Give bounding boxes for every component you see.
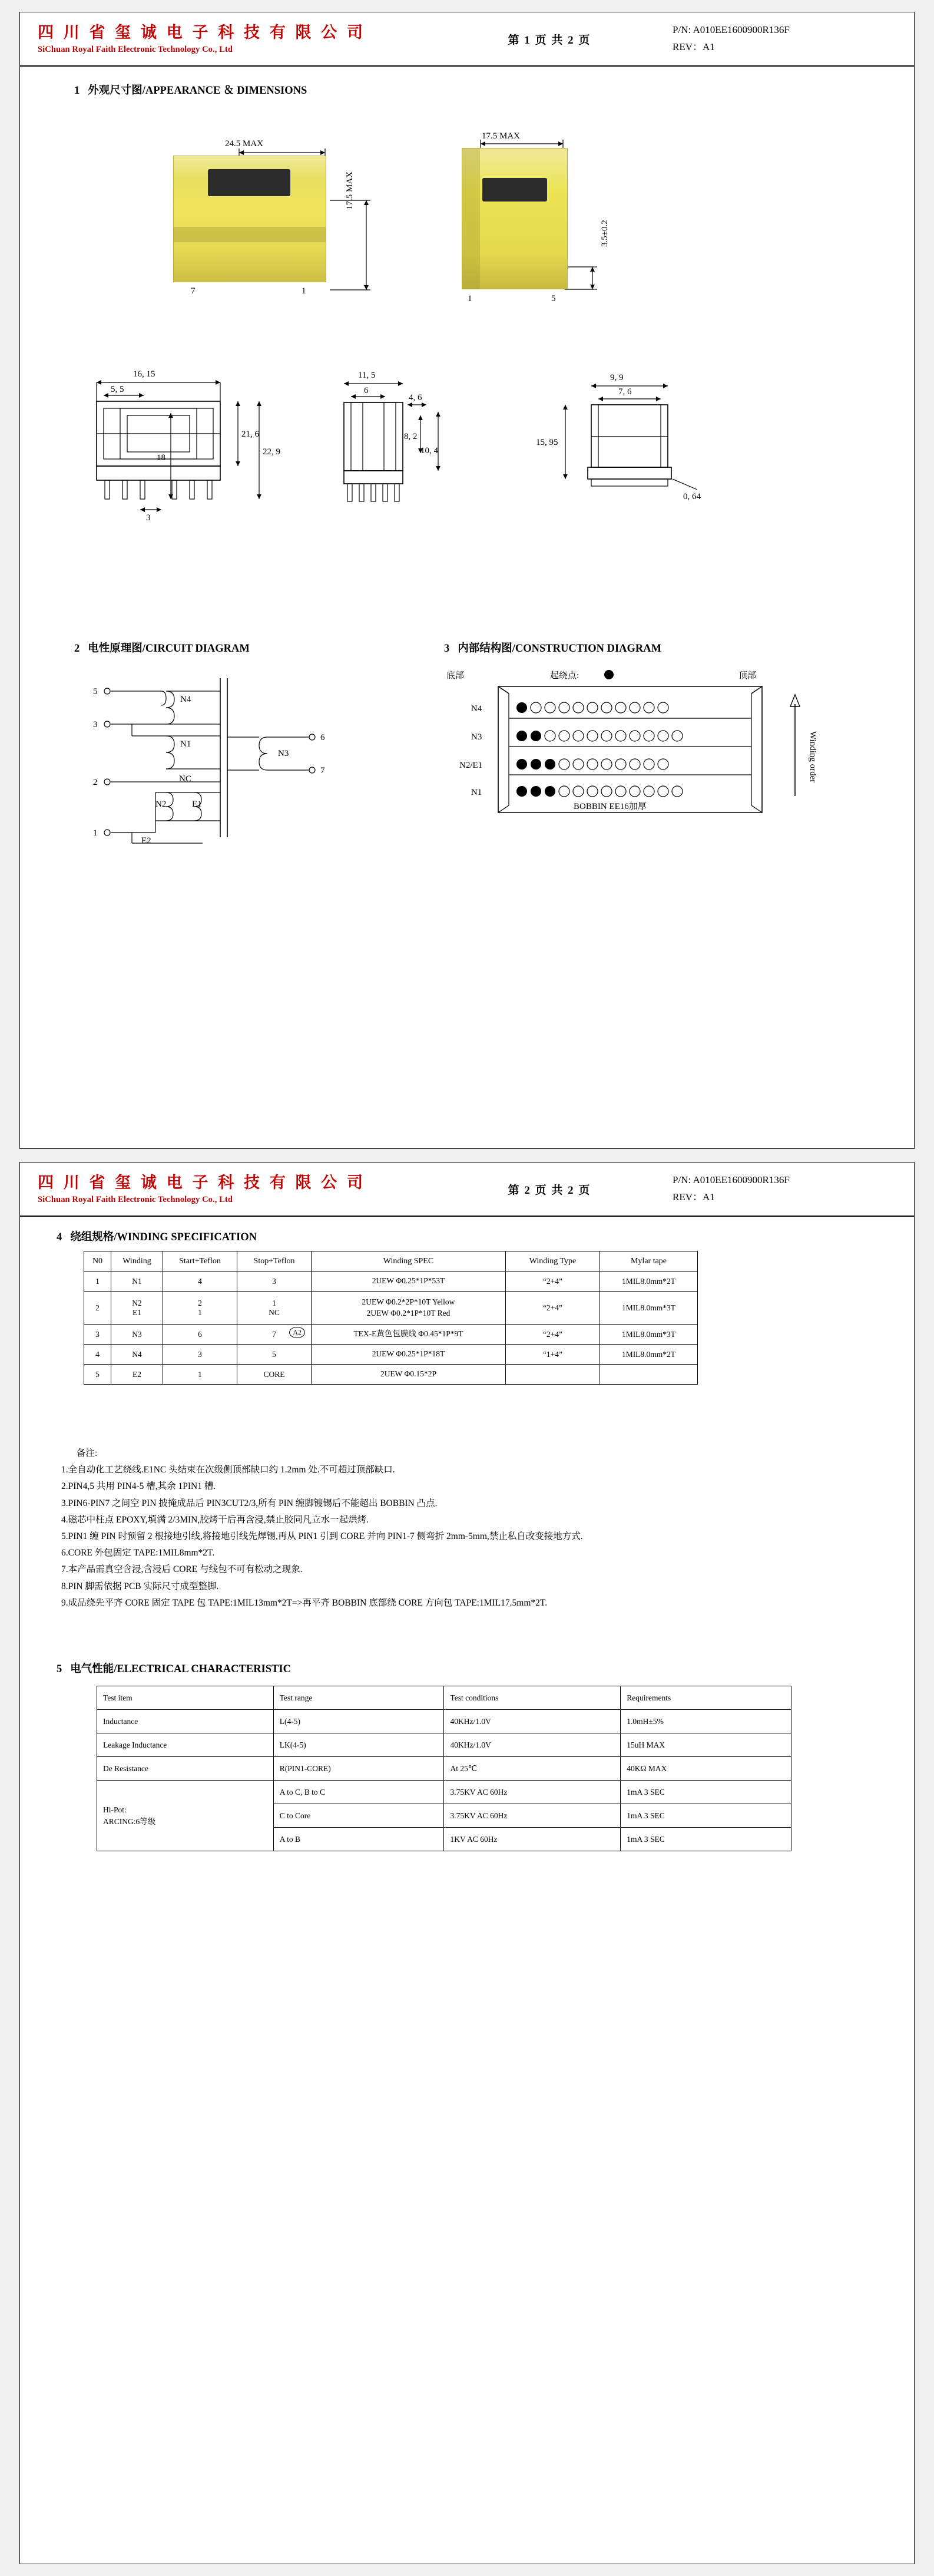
photo-front-image bbox=[173, 156, 326, 282]
page-number-1: 第 1 页 共 2 页 bbox=[508, 34, 591, 47]
cell-start-4: 3 bbox=[163, 1345, 237, 1365]
cell-mylar-3: 1MIL8.0mm*3T bbox=[600, 1325, 698, 1345]
electrical-characteristic-table bbox=[97, 1686, 791, 1851]
section-3-label: 内部结构图/CONSTRUCTION DIAGRAM bbox=[458, 643, 662, 655]
cell-no-5: 5 bbox=[84, 1365, 111, 1385]
dim-22-9: 22, 9 bbox=[263, 447, 280, 457]
notes-block bbox=[61, 1445, 886, 1611]
col-mylar: Mylar tape bbox=[600, 1251, 698, 1272]
elec-cond-3: At 25℃ bbox=[444, 1757, 621, 1781]
dim-side-a: 17.5 MAX bbox=[345, 171, 355, 210]
drawings-svg bbox=[55, 366, 892, 602]
cell-spec-2 bbox=[312, 1292, 506, 1325]
cell-stop-4: 5 bbox=[237, 1345, 312, 1365]
elec-req-1: 1.0mH±5% bbox=[621, 1710, 791, 1733]
pin-label-1b: 1 bbox=[468, 294, 472, 303]
photo-side-image bbox=[462, 148, 568, 289]
elec-range-1: L(4-5) bbox=[273, 1710, 444, 1733]
part-info-1 bbox=[657, 12, 905, 65]
circuit-pin-7: 7 bbox=[320, 766, 325, 775]
note-item: 3.PIN6-PIN7 之间空 PIN 披掩成品后 PIN3CUT2/3,所有 PIN 缠脚镀锡后不能超出 BOBBIN 凸点. bbox=[61, 1498, 438, 1508]
part-number-2: P/N: A010EE1600900R136F bbox=[673, 1174, 790, 1186]
elec-cond-2: 40KHz/1.0V bbox=[444, 1733, 621, 1757]
table-row bbox=[97, 1757, 791, 1781]
circuit-pin-3: 3 bbox=[93, 720, 98, 729]
dim-3: 3 bbox=[146, 513, 151, 523]
dim-15-95: 15, 95 bbox=[536, 438, 558, 447]
note-item: 6.CORE 外包固定 TAPE:1MIL8mm*2T. bbox=[61, 1548, 215, 1558]
elec-item-1: Inductance bbox=[97, 1710, 274, 1733]
circuit-nc: NC bbox=[179, 774, 191, 784]
elec-req-3: 40KΩ MAX bbox=[621, 1757, 791, 1781]
revision-badge-a2: A2 bbox=[289, 1327, 305, 1338]
section-1-number: 1 bbox=[74, 85, 80, 97]
dim-top-a: 24.5 MAX bbox=[225, 139, 264, 148]
construction-bottom-label: 底部 bbox=[446, 671, 465, 681]
pin-label-5: 5 bbox=[551, 294, 556, 303]
winding-specification-table bbox=[84, 1251, 698, 1385]
circuit-pin-5: 5 bbox=[93, 687, 98, 696]
note-item: 8.PIN 脚需依据 PCB 实际尺寸成型整脚. bbox=[61, 1581, 219, 1591]
circuit-e2: E2 bbox=[141, 836, 151, 846]
section-5-title bbox=[57, 1660, 291, 1676]
cell-spec-5: 2UEW Φ0.15*2P bbox=[312, 1365, 506, 1385]
circuit-diagram bbox=[73, 666, 426, 861]
dim-7-6: 7, 6 bbox=[618, 387, 632, 397]
dim-21-6: 21, 6 bbox=[241, 430, 259, 439]
page-number-2: 第 2 页 共 2 页 bbox=[508, 1184, 591, 1197]
cell-start-3: 6 bbox=[163, 1325, 237, 1345]
construction-bobbin-label: BOBBIN EE16加厚 bbox=[574, 802, 647, 811]
dim-top-b: 17.5 MAX bbox=[482, 131, 521, 141]
col-type: Winding Type bbox=[506, 1251, 600, 1272]
cell-stop-3-value: 7 bbox=[272, 1329, 276, 1339]
cell-start-2 bbox=[163, 1292, 237, 1325]
cell-stop-3 bbox=[237, 1325, 312, 1345]
elec-range-2: LK(4-5) bbox=[273, 1733, 444, 1757]
section-4-number: 4 bbox=[57, 1231, 62, 1243]
pin-label-7: 7 bbox=[191, 286, 196, 296]
table-row bbox=[84, 1365, 698, 1385]
cell-no-2: 2 bbox=[84, 1292, 111, 1325]
page-header-1 bbox=[20, 12, 914, 67]
section-1-label: 外观尺寸图/APPEARANCE ＆ DIMENSIONS bbox=[88, 85, 307, 97]
cell-stop-2 bbox=[237, 1292, 312, 1325]
col-spec: Winding SPEC bbox=[312, 1251, 506, 1272]
table-row bbox=[97, 1733, 791, 1757]
sheet-page-2 bbox=[19, 1162, 915, 2564]
elec-item-2: Leakage Inductance bbox=[97, 1733, 274, 1757]
dim-9-9: 9, 9 bbox=[610, 373, 624, 382]
circuit-svg bbox=[73, 666, 426, 861]
photo-side-view bbox=[462, 131, 610, 303]
elec-range-4: A to C, B to C bbox=[273, 1781, 444, 1804]
dim-11-5: 11, 5 bbox=[358, 371, 376, 380]
circuit-e1: E1 bbox=[192, 800, 202, 809]
note-item: 7.本产品需真空含浸,含浸后 CORE 与线包不可有松动之现象. bbox=[61, 1564, 303, 1575]
table-row bbox=[84, 1292, 698, 1325]
elec-cond-4: 3.75KV AC 60Hz bbox=[444, 1781, 621, 1804]
table-row bbox=[84, 1325, 698, 1345]
construction-svg bbox=[432, 666, 856, 867]
cell-spec-3: TEX-E黄色包膜线 Φ0.45*1P*9T bbox=[312, 1325, 506, 1345]
cell-stop-2-l1: 1 bbox=[272, 1298, 276, 1307]
cell-spec-2-l1: 2UEW Φ0.2*2P*10T Yellow bbox=[362, 1297, 455, 1307]
elec-cond-5: 3.75KV AC 60Hz bbox=[444, 1804, 621, 1828]
table-row bbox=[84, 1345, 698, 1365]
cell-start-2-l2: 1 bbox=[198, 1307, 202, 1317]
cell-start-1: 4 bbox=[163, 1272, 237, 1292]
cell-winding-5: E2 bbox=[111, 1365, 163, 1385]
section-2-label: 电性原理图/CIRCUIT DIAGRAM bbox=[88, 643, 250, 655]
col-test-item: Test item bbox=[97, 1686, 274, 1710]
appearance-photos bbox=[108, 111, 786, 347]
photo-front-view bbox=[173, 139, 355, 296]
dim-8-2: 8, 2 bbox=[404, 432, 418, 441]
col-requirements: Requirements bbox=[621, 1686, 791, 1710]
elec-req-2: 15uH MAX bbox=[621, 1733, 791, 1757]
circuit-n2: N2 bbox=[155, 800, 167, 809]
dim-5-5: 5, 5 bbox=[111, 385, 124, 394]
elec-range-5: C to Core bbox=[273, 1804, 444, 1828]
cell-stop-1: 3 bbox=[237, 1272, 312, 1292]
document-page bbox=[0, 12, 934, 2564]
company-block-2 bbox=[29, 1162, 442, 1216]
part-number-1: P/N: A010EE1600900R136F bbox=[673, 24, 790, 36]
cell-no-1: 1 bbox=[84, 1272, 111, 1292]
construction-row-n1: N1 bbox=[471, 788, 482, 797]
section-2-number: 2 bbox=[74, 643, 80, 655]
sheet-page-1 bbox=[19, 12, 915, 1149]
page-header-2 bbox=[20, 1162, 914, 1217]
construction-winding-order: Winding order bbox=[808, 731, 817, 783]
company-name-cn: 四 川 省 玺 诚 电 子 科 技 有 限 公 司 bbox=[38, 24, 366, 42]
construction-start-label: 起绕点: bbox=[550, 671, 579, 681]
cell-winding-1: N1 bbox=[111, 1272, 163, 1292]
cell-spec-4: 2UEW Φ0.25*1P*18T bbox=[312, 1345, 506, 1365]
elec-range-3: R(PIN1-CORE) bbox=[273, 1757, 444, 1781]
elec-item-hipot-l1: Hi-Pot: bbox=[103, 1805, 127, 1814]
cell-mylar-5 bbox=[600, 1365, 698, 1385]
circuit-n3: N3 bbox=[278, 749, 289, 758]
elec-cond-1: 40KHz/1.0V bbox=[444, 1710, 621, 1733]
col-winding: Winding bbox=[111, 1251, 163, 1272]
elec-item-3: De Resistance bbox=[97, 1757, 274, 1781]
table-row bbox=[97, 1781, 791, 1804]
dim-side-b: 3.5±0.2 bbox=[600, 220, 610, 247]
col-start: Start+Teflon bbox=[163, 1251, 237, 1272]
cell-start-5: 1 bbox=[163, 1365, 237, 1385]
cell-winding-2 bbox=[111, 1292, 163, 1325]
col-no: N0 bbox=[84, 1251, 111, 1272]
dim-10-4: 10, 4 bbox=[420, 446, 438, 455]
section-3-title bbox=[444, 640, 661, 655]
cell-winding-3: N3 bbox=[111, 1325, 163, 1345]
cell-type-5 bbox=[506, 1365, 600, 1385]
section-1-title bbox=[74, 82, 307, 97]
elec-item-hipot bbox=[97, 1781, 274, 1851]
construction-diagram bbox=[432, 666, 856, 867]
circuit-pin-2: 2 bbox=[93, 778, 98, 787]
circuit-n1: N1 bbox=[180, 739, 191, 749]
cell-stop-2-l2: NC bbox=[269, 1307, 280, 1317]
note-item: 2.PIN4,5 共用 PIN4-5 槽,其余 1PIN1 槽. bbox=[61, 1481, 216, 1492]
cell-winding-2-l1: N2 bbox=[132, 1298, 142, 1307]
circuit-n4: N4 bbox=[180, 695, 191, 704]
note-item: 5.PIN1 缠 PIN 时预留 2 根接地引线,将接地引线先焊锡,再从 PIN1 引到 CORE 并向 PIN1-7 侧弯折 2mm-5mm,禁止私自改变接地方式. bbox=[61, 1531, 583, 1542]
col-test-range: Test range bbox=[273, 1686, 444, 1710]
dim-0-64: 0, 64 bbox=[683, 492, 701, 501]
notes-title: 备注: bbox=[77, 1448, 98, 1458]
cell-type-1: “2+4” bbox=[506, 1272, 600, 1292]
elec-req-4: 1mA 3 SEC bbox=[621, 1781, 791, 1804]
circuit-pin-6: 6 bbox=[320, 733, 325, 742]
dim-16-15: 16, 15 bbox=[133, 369, 155, 379]
construction-row-n3: N3 bbox=[471, 732, 482, 742]
cell-mylar-2: 1MIL8.0mm*3T bbox=[600, 1292, 698, 1325]
winding-table-header-row bbox=[84, 1251, 698, 1272]
cell-spec-2-l2: 2UEW Φ0.2*1P*10T Red bbox=[366, 1308, 451, 1317]
section-5-number: 5 bbox=[57, 1663, 62, 1675]
note-item: 1.全自动化工艺绕线.E1NC 头结束在次级侧顶部缺口约 1.2mm 处.不可超过顶部缺口. bbox=[61, 1465, 395, 1475]
note-item: 9.成品绕先平齐 CORE 固定 TAPE 包 TAPE:1MIL13mm*2T=>再平齐 BOBBIN 底部绕 CORE 方向包 TAPE:1MIL17.5mm*2T. bbox=[61, 1597, 548, 1608]
cell-type-4: “1+4” bbox=[506, 1345, 600, 1365]
part-info-2 bbox=[657, 1162, 905, 1216]
construction-top-label: 顶部 bbox=[738, 671, 757, 681]
section-4-title bbox=[57, 1228, 257, 1244]
cell-spec-1: 2UEW Φ0.25*1P*53T bbox=[312, 1272, 506, 1292]
cell-stop-5: CORE bbox=[237, 1365, 312, 1385]
company-name-en-2: SiChuan Royal Faith Electronic Technology Co., Ltd bbox=[38, 1194, 233, 1204]
dim-6: 6 bbox=[364, 386, 369, 395]
company-name-cn-2: 四 川 省 玺 诚 电 子 科 技 有 限 公 司 bbox=[38, 1174, 366, 1192]
cell-mylar-1: 1MIL8.0mm*2T bbox=[600, 1272, 698, 1292]
pin-label-1a: 1 bbox=[302, 286, 306, 296]
note-item: 4.磁芯中柱点 EPOXY,填满 2/3MIN,胶烤干后再含浸,禁止胶同凡立水一起烘烤. bbox=[61, 1514, 369, 1525]
dim-18: 18 bbox=[157, 453, 165, 463]
technical-drawings bbox=[55, 366, 892, 602]
cell-type-3: “2+4” bbox=[506, 1325, 600, 1345]
section-4-label: 绕组规格/WINDING SPECIFICATION bbox=[70, 1231, 257, 1243]
construction-row-n4: N4 bbox=[471, 704, 482, 714]
cell-no-3: 3 bbox=[84, 1325, 111, 1345]
elec-req-6: 1mA 3 SEC bbox=[621, 1828, 791, 1851]
cell-winding-2-l2: E1 bbox=[133, 1307, 141, 1317]
cell-no-4: 4 bbox=[84, 1345, 111, 1365]
circuit-pin-1: 1 bbox=[93, 828, 98, 838]
dim-4-6: 4, 6 bbox=[409, 393, 422, 402]
col-test-conditions: Test conditions bbox=[444, 1686, 621, 1710]
table-row bbox=[97, 1710, 791, 1733]
cell-type-2: “2+4” bbox=[506, 1292, 600, 1325]
elec-table-header-row bbox=[97, 1686, 791, 1710]
elec-range-6: A to B bbox=[273, 1828, 444, 1851]
table-row bbox=[84, 1272, 698, 1292]
section-5-label: 电气性能/ELECTRICAL CHARACTERISTIC bbox=[70, 1663, 291, 1675]
revision-2: REV：A1 bbox=[673, 1191, 715, 1203]
company-block bbox=[29, 12, 442, 65]
company-name-en: SiChuan Royal Faith Electronic Technology Co., Ltd bbox=[38, 44, 233, 54]
cell-mylar-4: 1MIL8.0mm*2T bbox=[600, 1345, 698, 1365]
elec-cond-6: 1KV AC 60Hz bbox=[444, 1828, 621, 1851]
cell-winding-4: N4 bbox=[111, 1345, 163, 1365]
revision-1: REV：A1 bbox=[673, 41, 715, 52]
section-3-number: 3 bbox=[444, 643, 450, 655]
cell-start-2-l1: 2 bbox=[198, 1298, 202, 1307]
col-stop: Stop+Teflon bbox=[237, 1251, 312, 1272]
construction-row-n2e1: N2/E1 bbox=[459, 761, 483, 770]
elec-item-hipot-l2: ARCING:6等级 bbox=[103, 1817, 156, 1826]
elec-req-5: 1mA 3 SEC bbox=[621, 1804, 791, 1828]
section-2-title bbox=[74, 640, 250, 655]
